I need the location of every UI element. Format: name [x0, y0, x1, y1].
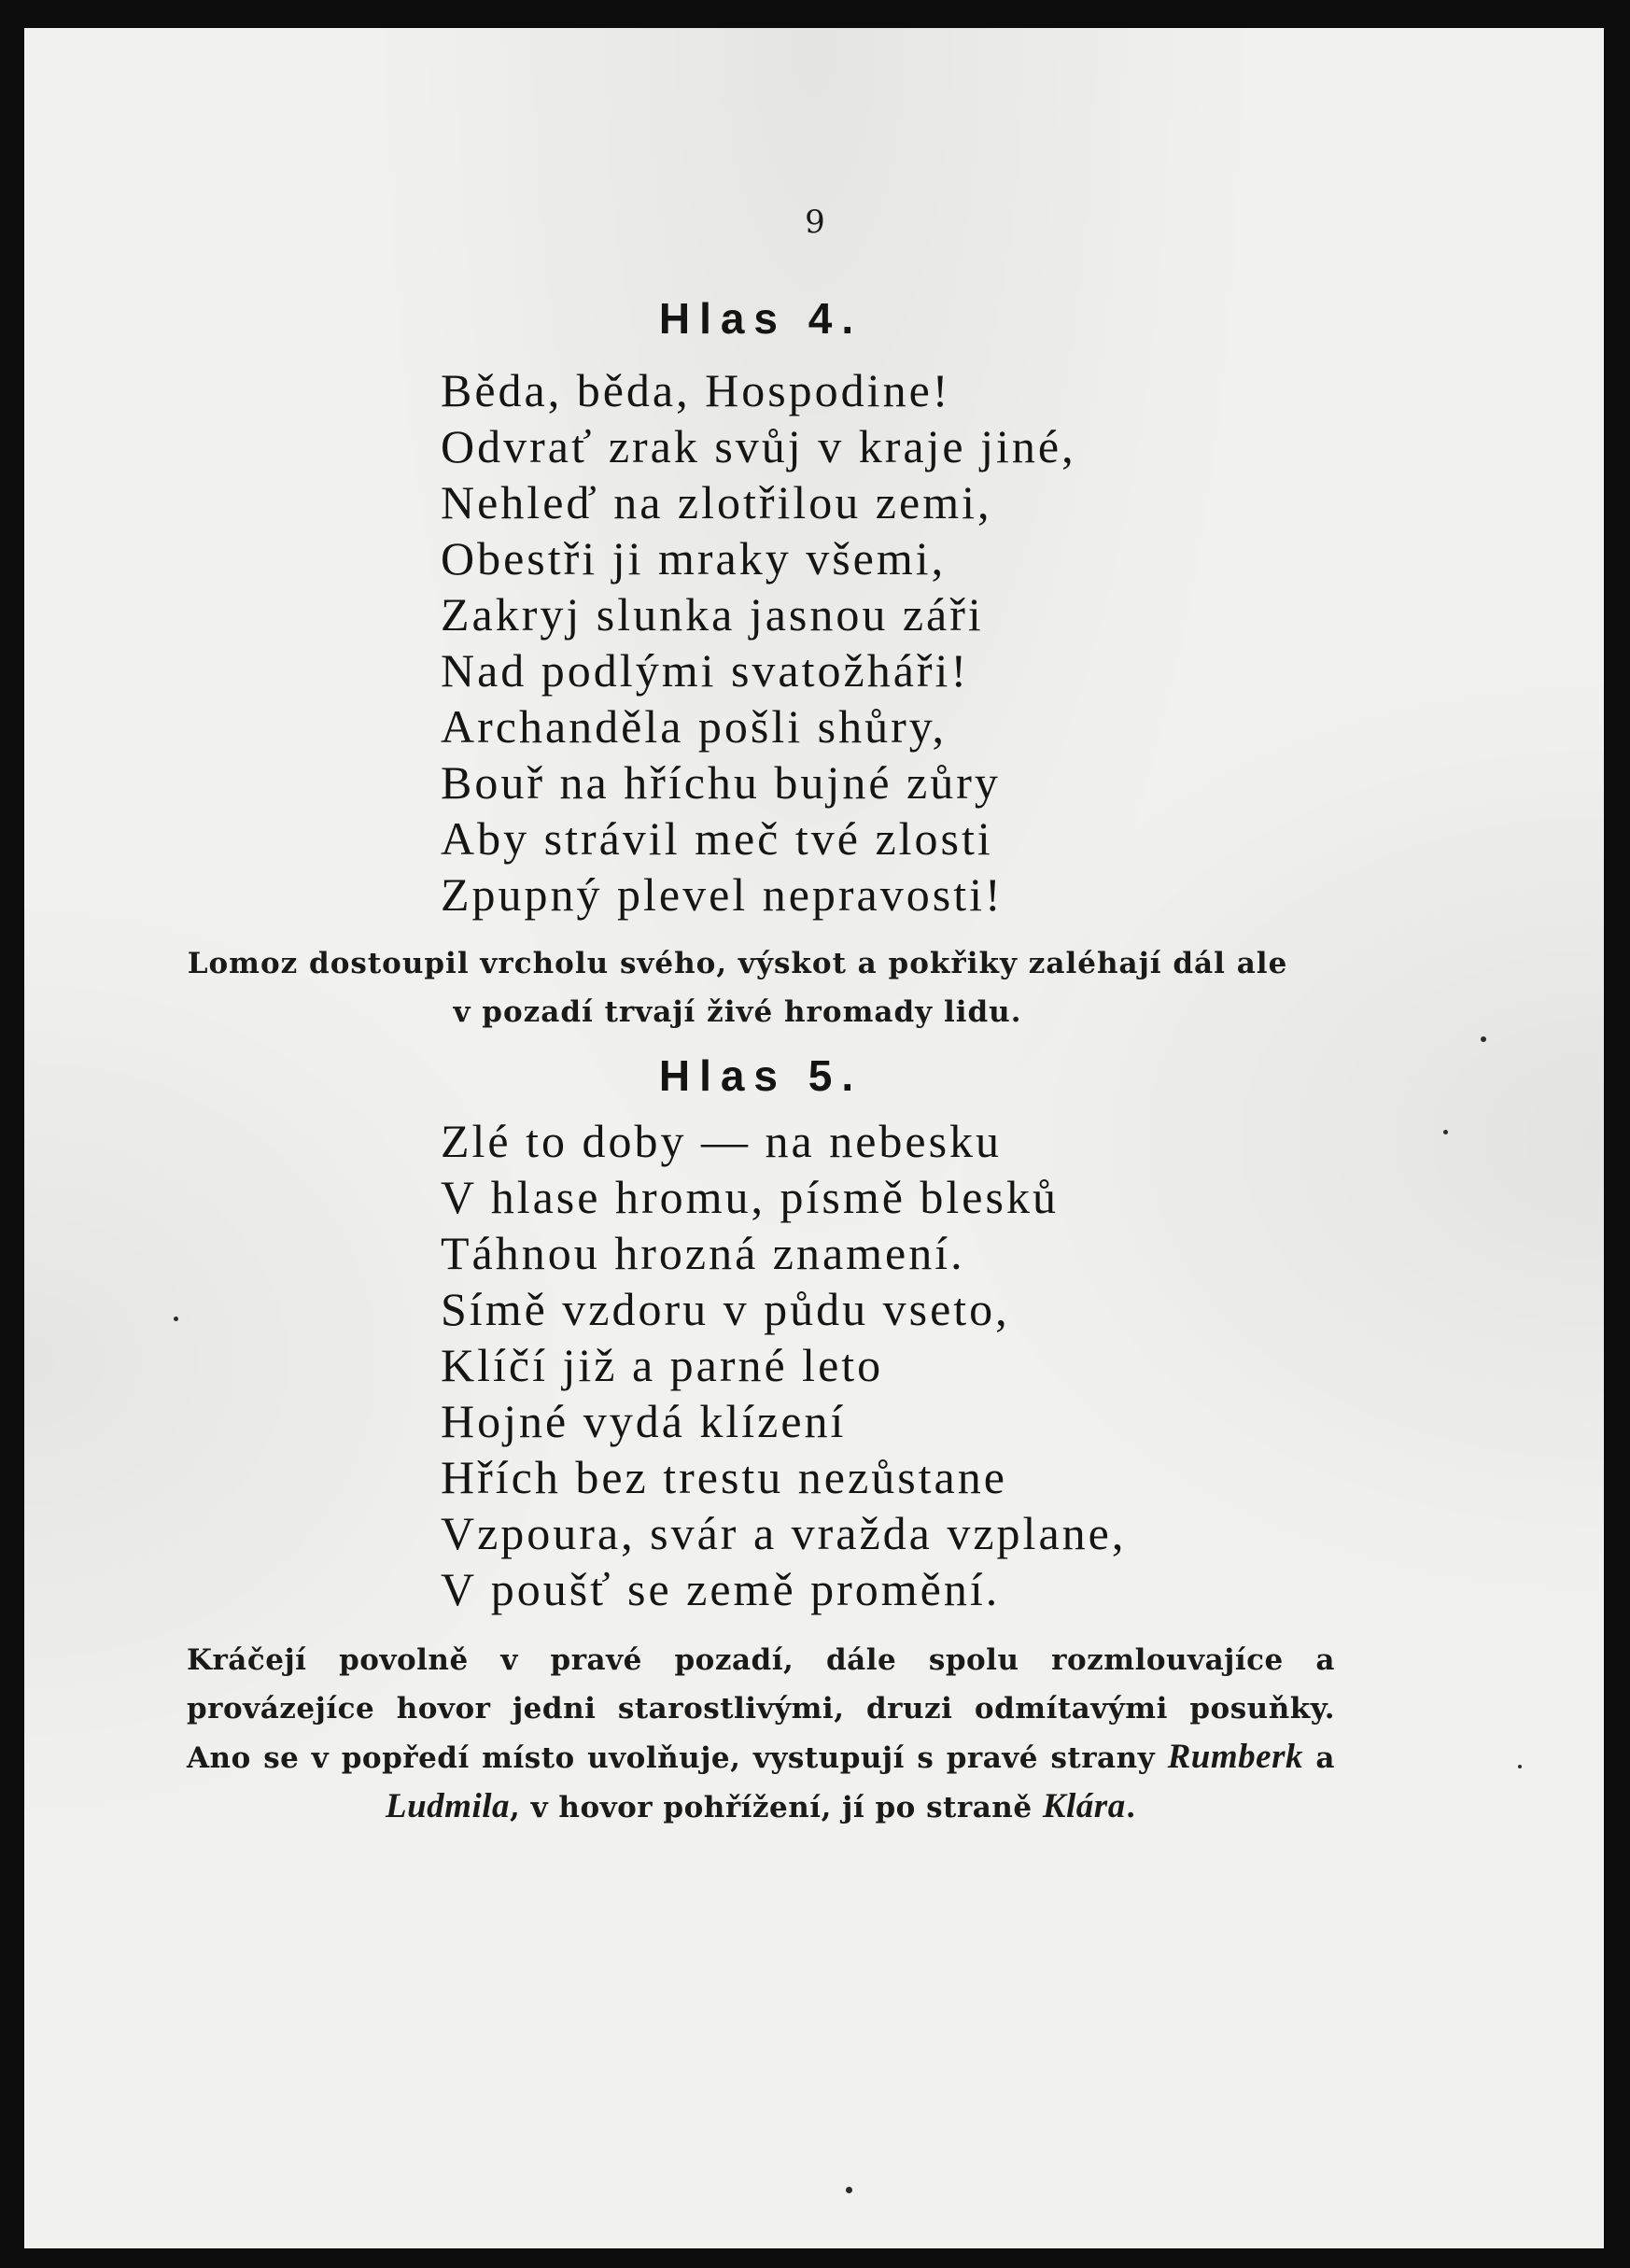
verse-line: Zlé to doby — na nebesku: [441, 1115, 1003, 1167]
stage-direction-text: , v hovor pohřížení, jí po straně: [510, 1791, 1043, 1824]
verse-line: V poušť se země promění.: [441, 1563, 1001, 1615]
ink-speck: [174, 1317, 178, 1321]
verse-line: Hojné vydá klízení: [441, 1395, 847, 1447]
stage-direction-text: .: [1125, 1791, 1136, 1824]
verse-line: Táhnou hrozná znamení.: [441, 1227, 965, 1279]
verse-line: Nad podlými svatožháři!: [441, 644, 970, 697]
verse-line: Bouř na hříchu bujné zůry: [441, 756, 1001, 809]
stage-direction-text: Kráčejí povolně v pravé pozadí, dále spolu rozmlouvajíce a provázejíce hovor jedni starostlivými, druzi odmítavými posuňky. Ano se v popředí místo uvolňuje, vystupují s pravé strany: [187, 1643, 1335, 1775]
verse-line: Hřích bez trestu nezůstane: [441, 1451, 1007, 1503]
character-name: Ludmila: [385, 1787, 511, 1825]
verse-line: Odvrať zrak svůj v kraje jiné,: [441, 420, 1076, 472]
verse-line: Zpupný plevel nepravosti!: [441, 868, 1004, 921]
ink-speck: [846, 2187, 852, 2193]
verse-line: Símě vzdoru v půdu vseto,: [441, 1283, 1010, 1335]
verse-line: Archanděla pošli shůry,: [441, 700, 948, 753]
verse-line: Nehleď na zlotřilou zemi,: [441, 476, 992, 528]
ink-speck: [1443, 1130, 1448, 1134]
verse-line: Obestři ji mraky všemi,: [441, 532, 947, 585]
section-heading: Hlas 5.: [658, 1051, 864, 1100]
stage-direction: [187, 1636, 1335, 1832]
character-name: Klára: [1042, 1787, 1126, 1825]
verse-line: Aby strávil meč tvé zlosti: [441, 812, 993, 865]
ink-speck: [1518, 1765, 1522, 1768]
page-number: 9: [805, 204, 825, 241]
verse-line: Vzpoura, svár a vražda vzplane,: [441, 1507, 1127, 1559]
stage-direction: Lomoz dostoupil vrcholu svého, výskot a pokřiky zaléhají dál ale v pozadí trvají živé hromady lidu.: [187, 947, 1288, 1029]
verse-block: [441, 1113, 1187, 1617]
verse-line: Běda, běda, Hospodine!: [441, 364, 951, 416]
verse-line: Zakryj slunka jasnou záři: [441, 588, 984, 641]
stage-direction-text: a: [1302, 1741, 1335, 1775]
character-name: Rumberk: [1167, 1738, 1303, 1776]
verse-line: Klíčí již a parné leto: [441, 1339, 884, 1391]
verse-line: V hlase hromu, písmě blesků: [441, 1171, 1059, 1223]
ink-speck: [1481, 1036, 1486, 1042]
verse-block: [441, 362, 1187, 923]
section-heading: Hlas 4.: [658, 294, 864, 343]
